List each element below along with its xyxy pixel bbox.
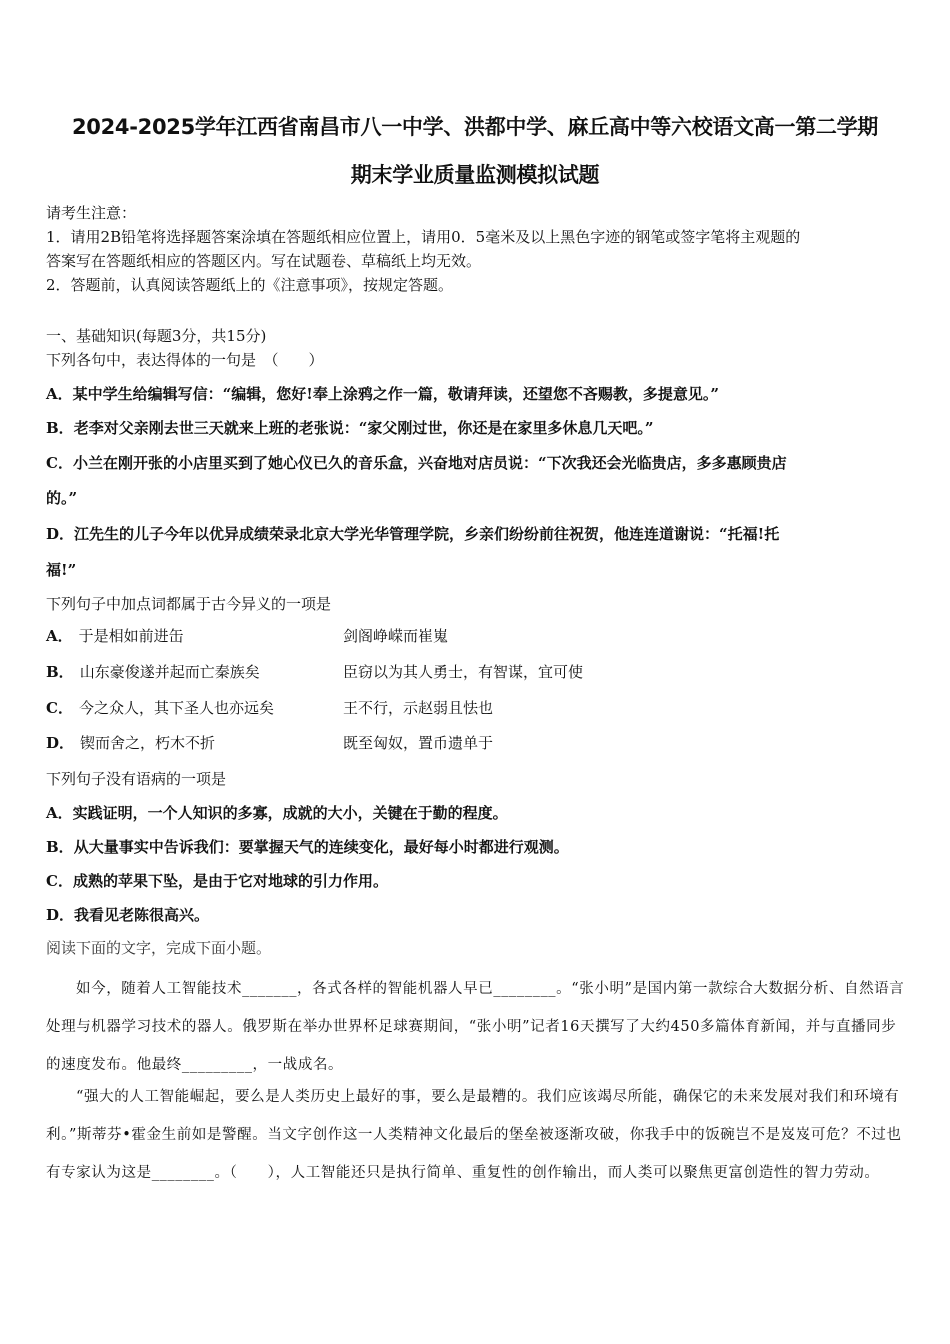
document-title-line-1: 2024-2025学年江西省南昌市八一中学、洪都中学、麻丘高中等六校语文高一第二学期 (71, 115, 878, 139)
option-left-text: 今之众人，其下圣人也亦远矣 (78, 699, 274, 717)
option-key: A． (46, 804, 73, 822)
option-key: B． (46, 419, 74, 437)
option-text: 小兰在刚开张的小店里买到了她心仪已久的音乐盒，兴奋地对店员说：“下次我还会光临贵店，多多惠顾贵店 (72, 454, 787, 472)
option-text: 从大量事实中告诉我们：要掌握天气的连续变化，最好每小时都进行观测。 (73, 838, 569, 856)
option-left-text: 山东豪俊遂并起而亡秦族矣 (79, 663, 260, 681)
notice-item-1a: 1．请用2B铅笔将选择题答案涂填在答题纸相应位置上，请用0．5毫米及以上黑色字迹的钢笔或签字笔将主观题的 (46, 228, 801, 246)
question-1-option-c-continued: 的。” (46, 489, 78, 507)
option-left-text: 于是相如前进缶 (78, 627, 184, 645)
reading-paragraph-1: 如今，随着人工智能技术_______，各式各样的智能机器人早已________。“张小明”是国内第一款综合大数据分析、自然语言处理与机器学习技术的器人。俄罗斯在举办世界杯足球赛期间，“张小明”记者16天撰写了大约450多篇体育新闻，并与直播同步的速度发布。他最终_________，一战成名。 (46, 981, 905, 1073)
reading-paragraph-2: “强大的人工智能崛起，要么是人类历史上最好的事，要么是最糟的。我们应该竭尽所能，确保它的未来发展对我们和环境有利。”斯蒂芬•霍金生前如是警醒。当文字创作这一人类精神文化最后的堡垒被逐渐攻破，你我手中的饭碗岂不是岌岌可危？不过也有专家认为这是________。（ ），人工智能还只是执行简单、重复性的创作输出，而人类可以聚焦更富创造性的智力劳动。 (46, 1089, 902, 1181)
question-3-option-d (46, 905, 209, 925)
question-1-option-a (46, 384, 719, 404)
notice-heading: 请考生注意： (46, 204, 137, 222)
option-text: 老李对父亲刚去世三天就来上班的老张说：“家父刚过世，你还是在家里多休息几天吧。” (73, 419, 654, 437)
question-3-option-a (46, 803, 508, 823)
question-2-option-d-right: 既至匈奴，置币遗单于 (343, 734, 494, 752)
option-key: C． (46, 872, 73, 890)
reading-intro: 阅读下面的文字，完成下面小题。 (46, 939, 272, 957)
option-text: 江先生的儿子今年以优异成绩荣录北京大学光华管理学院，乡亲们纷纷前往祝贺，他连连道谢说：“托福!托 (74, 525, 780, 543)
document-title-line-2: 期末学业质量监测模拟试题 (350, 163, 600, 187)
question-3-option-b (46, 837, 569, 857)
option-text: 实践证明，一个人知识的多寡，成就的大小，关键在于勤的程度。 (72, 804, 508, 822)
option-key: B． (46, 663, 74, 681)
question-3-stem: 下列句子没有语病的一项是 (46, 770, 227, 788)
option-key: A． (46, 627, 73, 645)
question-1-option-d (46, 524, 779, 544)
option-key: A． (46, 385, 73, 403)
option-text: 我看见老陈很高兴。 (74, 906, 210, 924)
option-key: C． (46, 699, 73, 717)
section-heading: 一、基础知识(每题3分，共15分) (46, 327, 267, 345)
question-2-option-b (46, 662, 260, 682)
question-2-option-c (46, 698, 274, 718)
question-1-option-d-continued: 福!” (46, 561, 77, 579)
option-key: D． (46, 734, 75, 752)
question-2-option-d (46, 733, 215, 753)
question-2-option-a (46, 626, 184, 646)
question-2-option-b-right: 臣窃以为其人勇士，有智谋，宜可使 (343, 663, 584, 681)
option-key: B． (46, 838, 74, 856)
option-left-text: 锲而舍之，朽木不折 (80, 734, 216, 752)
option-text: 成熟的苹果下坠，是由于它对地球的引力作用。 (72, 872, 388, 890)
notice-item-2: 2．答题前，认真阅读答题纸上的《注意事项》，按规定答题。 (46, 276, 454, 294)
question-1-stem: 下列各句中，表达得体的一句是 （ ） (46, 351, 324, 369)
question-2-option-a-right: 剑阁峥嵘而崔嵬 (343, 627, 449, 645)
question-3-option-c (46, 871, 388, 891)
option-key: D． (46, 525, 75, 543)
option-key: D． (46, 906, 75, 924)
question-1-option-b (46, 418, 653, 438)
question-2-stem: 下列句子中加点词都属于古今异义的一项是 (46, 595, 332, 613)
question-1-option-c (46, 453, 787, 473)
notice-item-1b: 答案写在答题纸相应的答题区内。写在试题卷、草稿纸上均无效。 (46, 252, 482, 270)
option-key: C． (46, 454, 73, 472)
option-text: 某中学生给编辑写信：“编辑，您好!奉上涂鸦之作一篇，敬请拜读，还望您不吝赐教，多提意见。” (72, 385, 719, 403)
question-2-option-c-right: 王不行，示赵弱且怯也 (343, 699, 494, 717)
